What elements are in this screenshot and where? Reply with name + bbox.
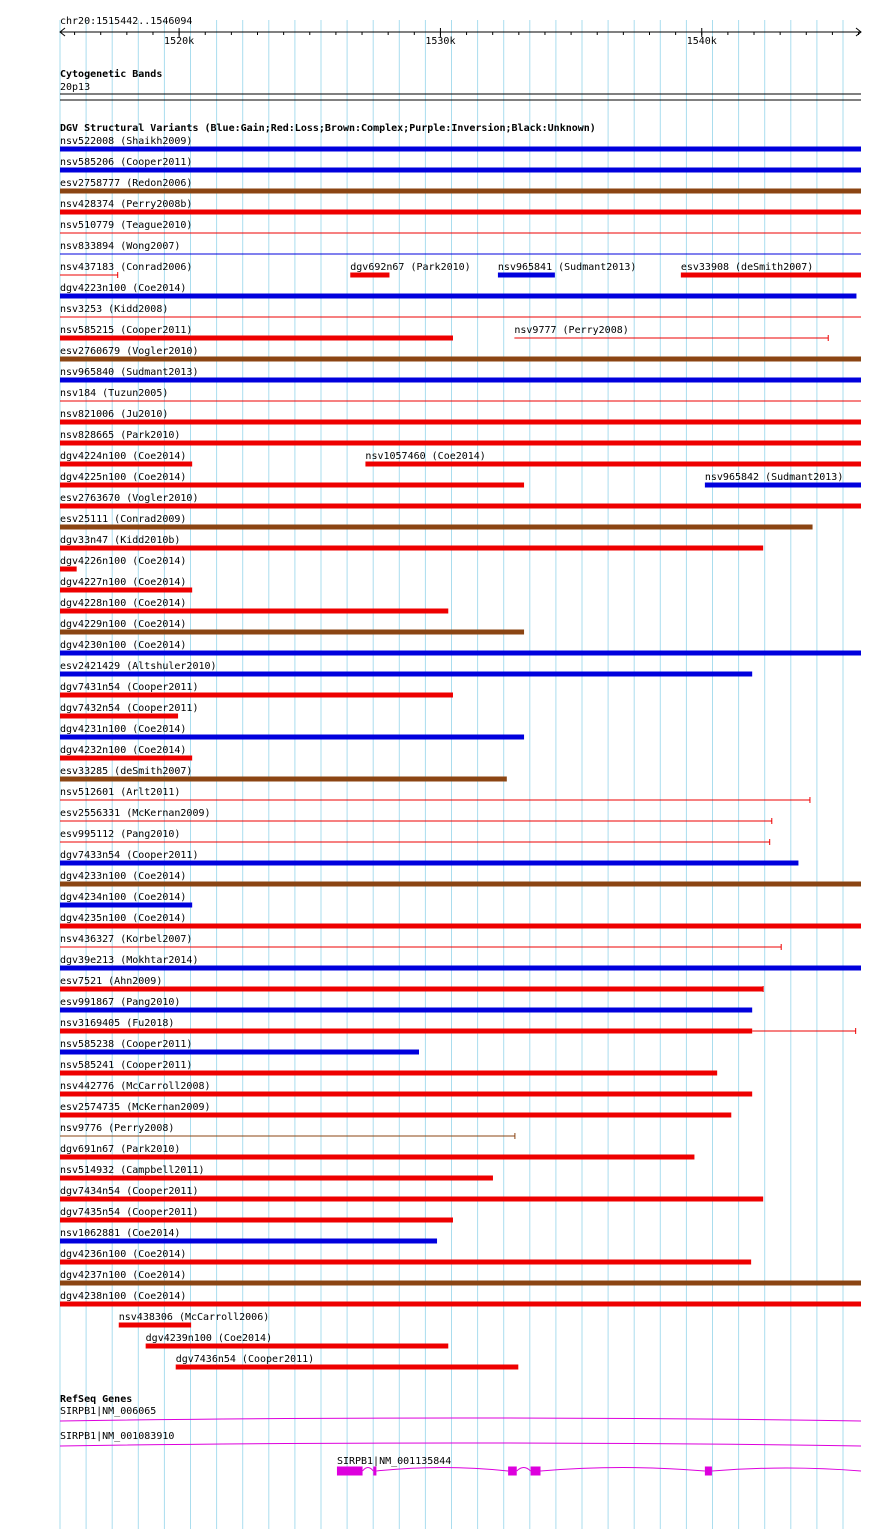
variant-bar[interactable] (60, 777, 507, 782)
variant-bar[interactable] (60, 294, 856, 299)
variant-bar[interactable] (60, 1239, 437, 1244)
variant-bar[interactable] (60, 987, 763, 992)
variant-bar[interactable] (60, 147, 861, 152)
variant-bar[interactable] (60, 1092, 752, 1097)
variant-label: nsv438306 (McCarroll2006) (118, 1312, 270, 1323)
variant-bar[interactable] (119, 1323, 191, 1328)
variant-label: nsv514932 (Campbell2011) (60, 1165, 205, 1176)
variant-bar[interactable] (60, 882, 861, 887)
variant-label: nsv184 (Tuzun2005) (60, 388, 169, 399)
variant-label: dgv4232n100 (Coe2014) (60, 745, 187, 756)
variant-bar[interactable] (60, 1113, 731, 1118)
variant-bar[interactable] (60, 441, 861, 446)
variant-label: dgv691n67 (Park2010) (60, 1144, 181, 1155)
ruler-tick-label: 1520k (164, 36, 195, 47)
variant-bar[interactable] (176, 1365, 519, 1370)
variant-bar[interactable] (681, 273, 861, 278)
gene-exon[interactable] (531, 1467, 541, 1476)
variant-bar[interactable] (60, 756, 192, 761)
variant-bar[interactable] (60, 1281, 861, 1286)
dgv-track-title: DGV Structural Variants (Blue:Gain;Red:Loss;Brown:Complex;Purple:Inversion;Black:Unknown) (60, 123, 596, 134)
gene-intron-line (60, 1443, 861, 1446)
variant-label: esv2760679 (Vogler2010) (60, 346, 199, 357)
variant-label: nsv821006 (Ju2010) (60, 409, 169, 420)
variant-label: nsv965842 (Sudmant2013) (704, 472, 844, 483)
variant-label: nsv585238 (Cooper2011) (60, 1039, 193, 1050)
variant-bar[interactable] (60, 420, 861, 425)
variant-bar[interactable] (60, 693, 453, 698)
variant-bar[interactable] (60, 588, 192, 593)
variant-label: nsv512601 (Arlt2011) (60, 787, 181, 798)
variant-label: esv2556331 (McKernan2009) (60, 808, 211, 819)
variant-bar[interactable] (60, 1197, 763, 1202)
variant-bar[interactable] (60, 1176, 493, 1181)
variant-label: nsv442776 (McCarroll2008) (60, 1081, 211, 1092)
gene-exon[interactable] (337, 1467, 363, 1476)
variant-label: esv2421429 (Altshuler2010) (60, 661, 217, 672)
variant-label: nsv828665 (Park2010) (60, 430, 181, 441)
variant-bar[interactable] (60, 504, 861, 509)
gene-exon[interactable] (508, 1467, 517, 1476)
variant-label: dgv33n47 (Kidd2010b) (60, 535, 181, 546)
variant-label: dgv4229n100 (Coe2014) (60, 619, 187, 630)
variant-bar[interactable] (60, 651, 861, 656)
variant-bar[interactable] (60, 546, 763, 551)
gene-intron-line (60, 1418, 861, 1421)
variant-bar[interactable] (60, 609, 448, 614)
variant-bar[interactable] (60, 210, 861, 215)
gene-intron-line (541, 1468, 705, 1472)
variant-label: dgv4228n100 (Coe2014) (60, 598, 187, 609)
variant-label: nsv585206 (Cooper2011) (60, 157, 193, 168)
variant-bar[interactable] (60, 966, 861, 971)
variant-label: nsv9776 (Perry2008) (60, 1123, 175, 1134)
variant-label: nsv833894 (Wong2007) (60, 241, 181, 252)
variant-label: dgv7435n54 (Cooper2011) (60, 1207, 199, 1218)
variant-bar[interactable] (60, 168, 861, 173)
gene-intron-line (363, 1468, 374, 1472)
variant-label: dgv39e213 (Mokhtar2014) (60, 955, 199, 966)
variant-label: esv991867 (Pang2010) (60, 997, 181, 1008)
variant-bar[interactable] (365, 462, 861, 467)
variant-label: nsv1062881 (Coe2014) (60, 1228, 181, 1239)
variant-label: nsv585215 (Cooper2011) (60, 325, 193, 336)
variant-label: nsv9777 (Perry2008) (514, 325, 629, 336)
refseq-track-title: RefSeq Genes (60, 1394, 133, 1405)
variant-label: dgv4230n100 (Coe2014) (60, 640, 187, 651)
variant-bar[interactable] (60, 378, 861, 383)
variant-label: esv25111 (Conrad2009) (60, 514, 187, 525)
variant-bar[interactable] (60, 1071, 717, 1076)
variant-bar[interactable] (60, 1302, 861, 1307)
variant-bar[interactable] (60, 483, 524, 488)
variant-label: nsv965841 (Sudmant2013) (497, 262, 637, 273)
variant-label: dgv4231n100 (Coe2014) (60, 724, 187, 735)
gene-label: SIRPB1|NM_001083910 (60, 1431, 175, 1442)
variant-bar[interactable] (60, 924, 861, 929)
variant-label: nsv3253 (Kidd2008) (60, 304, 169, 315)
variant-bar[interactable] (60, 903, 192, 908)
variant-bar[interactable] (60, 1218, 453, 1223)
variant-bar[interactable] (60, 189, 861, 194)
variant-label: esv995112 (Pang2010) (60, 829, 181, 840)
variant-bar[interactable] (60, 462, 192, 467)
variant-label: dgv4225n100 (Coe2014) (60, 472, 187, 483)
variant-label: esv7521 (Ahn2009) (60, 976, 163, 987)
variant-bar[interactable] (60, 525, 813, 530)
variant-bar[interactable] (60, 714, 178, 719)
variant-bar[interactable] (60, 1029, 752, 1034)
variant-label: esv2763670 (Vogler2010) (60, 493, 199, 504)
variant-label: dgv4234n100 (Coe2014) (60, 892, 187, 903)
variant-bar[interactable] (60, 1050, 419, 1055)
variant-label: dgv4235n100 (Coe2014) (60, 913, 187, 924)
variant-bar[interactable] (60, 1260, 751, 1265)
variant-bar[interactable] (60, 357, 861, 362)
variant-label: dgv7433n54 (Cooper2011) (60, 850, 199, 861)
variant-label: dgv4239n100 (Coe2014) (145, 1333, 273, 1344)
variant-bar[interactable] (60, 735, 524, 740)
variant-bar[interactable] (60, 567, 77, 572)
variant-label: dgv4224n100 (Coe2014) (60, 451, 187, 462)
variant-bar[interactable] (60, 1008, 752, 1013)
variant-bar[interactable] (60, 861, 798, 866)
ruler-tick-label: 1540k (686, 36, 717, 47)
variant-label: dgv7434n54 (Cooper2011) (60, 1186, 199, 1197)
variant-bar[interactable] (498, 273, 555, 278)
variant-label: nsv522008 (Shaikh2009) (60, 136, 193, 147)
variant-bar[interactable] (146, 1344, 449, 1349)
variant-label: nsv428374 (Perry2008b) (60, 199, 193, 210)
variant-label: dgv7432n54 (Cooper2011) (60, 703, 199, 714)
variant-label: dgv7436n54 (Cooper2011) (175, 1354, 315, 1365)
variant-label: dgv692n67 (Park2010) (350, 262, 471, 273)
variant-bar[interactable] (350, 273, 389, 278)
gene-exon[interactable] (705, 1467, 712, 1476)
variant-label: nsv437183 (Conrad2006) (60, 262, 193, 273)
gene-label: SIRPB1|NM_001135844 (336, 1456, 452, 1467)
variant-label: dgv4227n100 (Coe2014) (60, 577, 187, 588)
region-label: chr20:1515442..1546094 (60, 16, 193, 27)
gene-label: SIRPB1|NM_006065 (60, 1406, 157, 1417)
variant-label: dgv4226n100 (Coe2014) (60, 556, 187, 567)
variant-label: nsv436327 (Korbel2007) (60, 934, 193, 945)
variant-label: esv33908 (deSmith2007) (680, 262, 814, 273)
variant-label: dgv4238n100 (Coe2014) (60, 1291, 187, 1302)
variant-bar[interactable] (705, 483, 861, 488)
variant-label: dgv4223n100 (Coe2014) (60, 283, 187, 294)
variant-label: esv33285 (deSmith2007) (60, 766, 193, 777)
gene-intron-line (517, 1468, 531, 1472)
variant-label: nsv3169405 (Fu2018) (60, 1018, 175, 1029)
cytoband-label: 20p13 (60, 82, 91, 93)
variant-label: nsv965840 (Sudmant2013) (60, 367, 199, 378)
variant-label: nsv510779 (Teague2010) (60, 220, 193, 231)
cytoband-track-title: Cytogenetic Bands (60, 69, 163, 80)
variant-label: esv2574735 (McKernan2009) (60, 1102, 211, 1113)
variant-label: nsv1057460 (Coe2014) (365, 451, 486, 462)
variant-bar[interactable] (60, 336, 453, 341)
variant-label: dgv7431n54 (Cooper2011) (60, 682, 199, 693)
variant-label: dgv4236n100 (Coe2014) (60, 1249, 187, 1260)
variant-bar[interactable] (60, 672, 752, 677)
variant-label: dgv4237n100 (Coe2014) (60, 1270, 187, 1281)
gene-exon[interactable] (373, 1467, 376, 1476)
variant-label: esv2758777 (Redon2006) (60, 178, 193, 189)
variant-label: nsv585241 (Cooper2011) (60, 1060, 193, 1071)
gene-intron-line (712, 1468, 861, 1471)
variant-bar[interactable] (60, 1155, 694, 1160)
gene-intron-line (376, 1468, 508, 1472)
variant-bar[interactable] (60, 630, 524, 635)
variant-label: dgv4233n100 (Coe2014) (60, 871, 187, 882)
ruler-tick-label: 1530k (425, 36, 456, 47)
